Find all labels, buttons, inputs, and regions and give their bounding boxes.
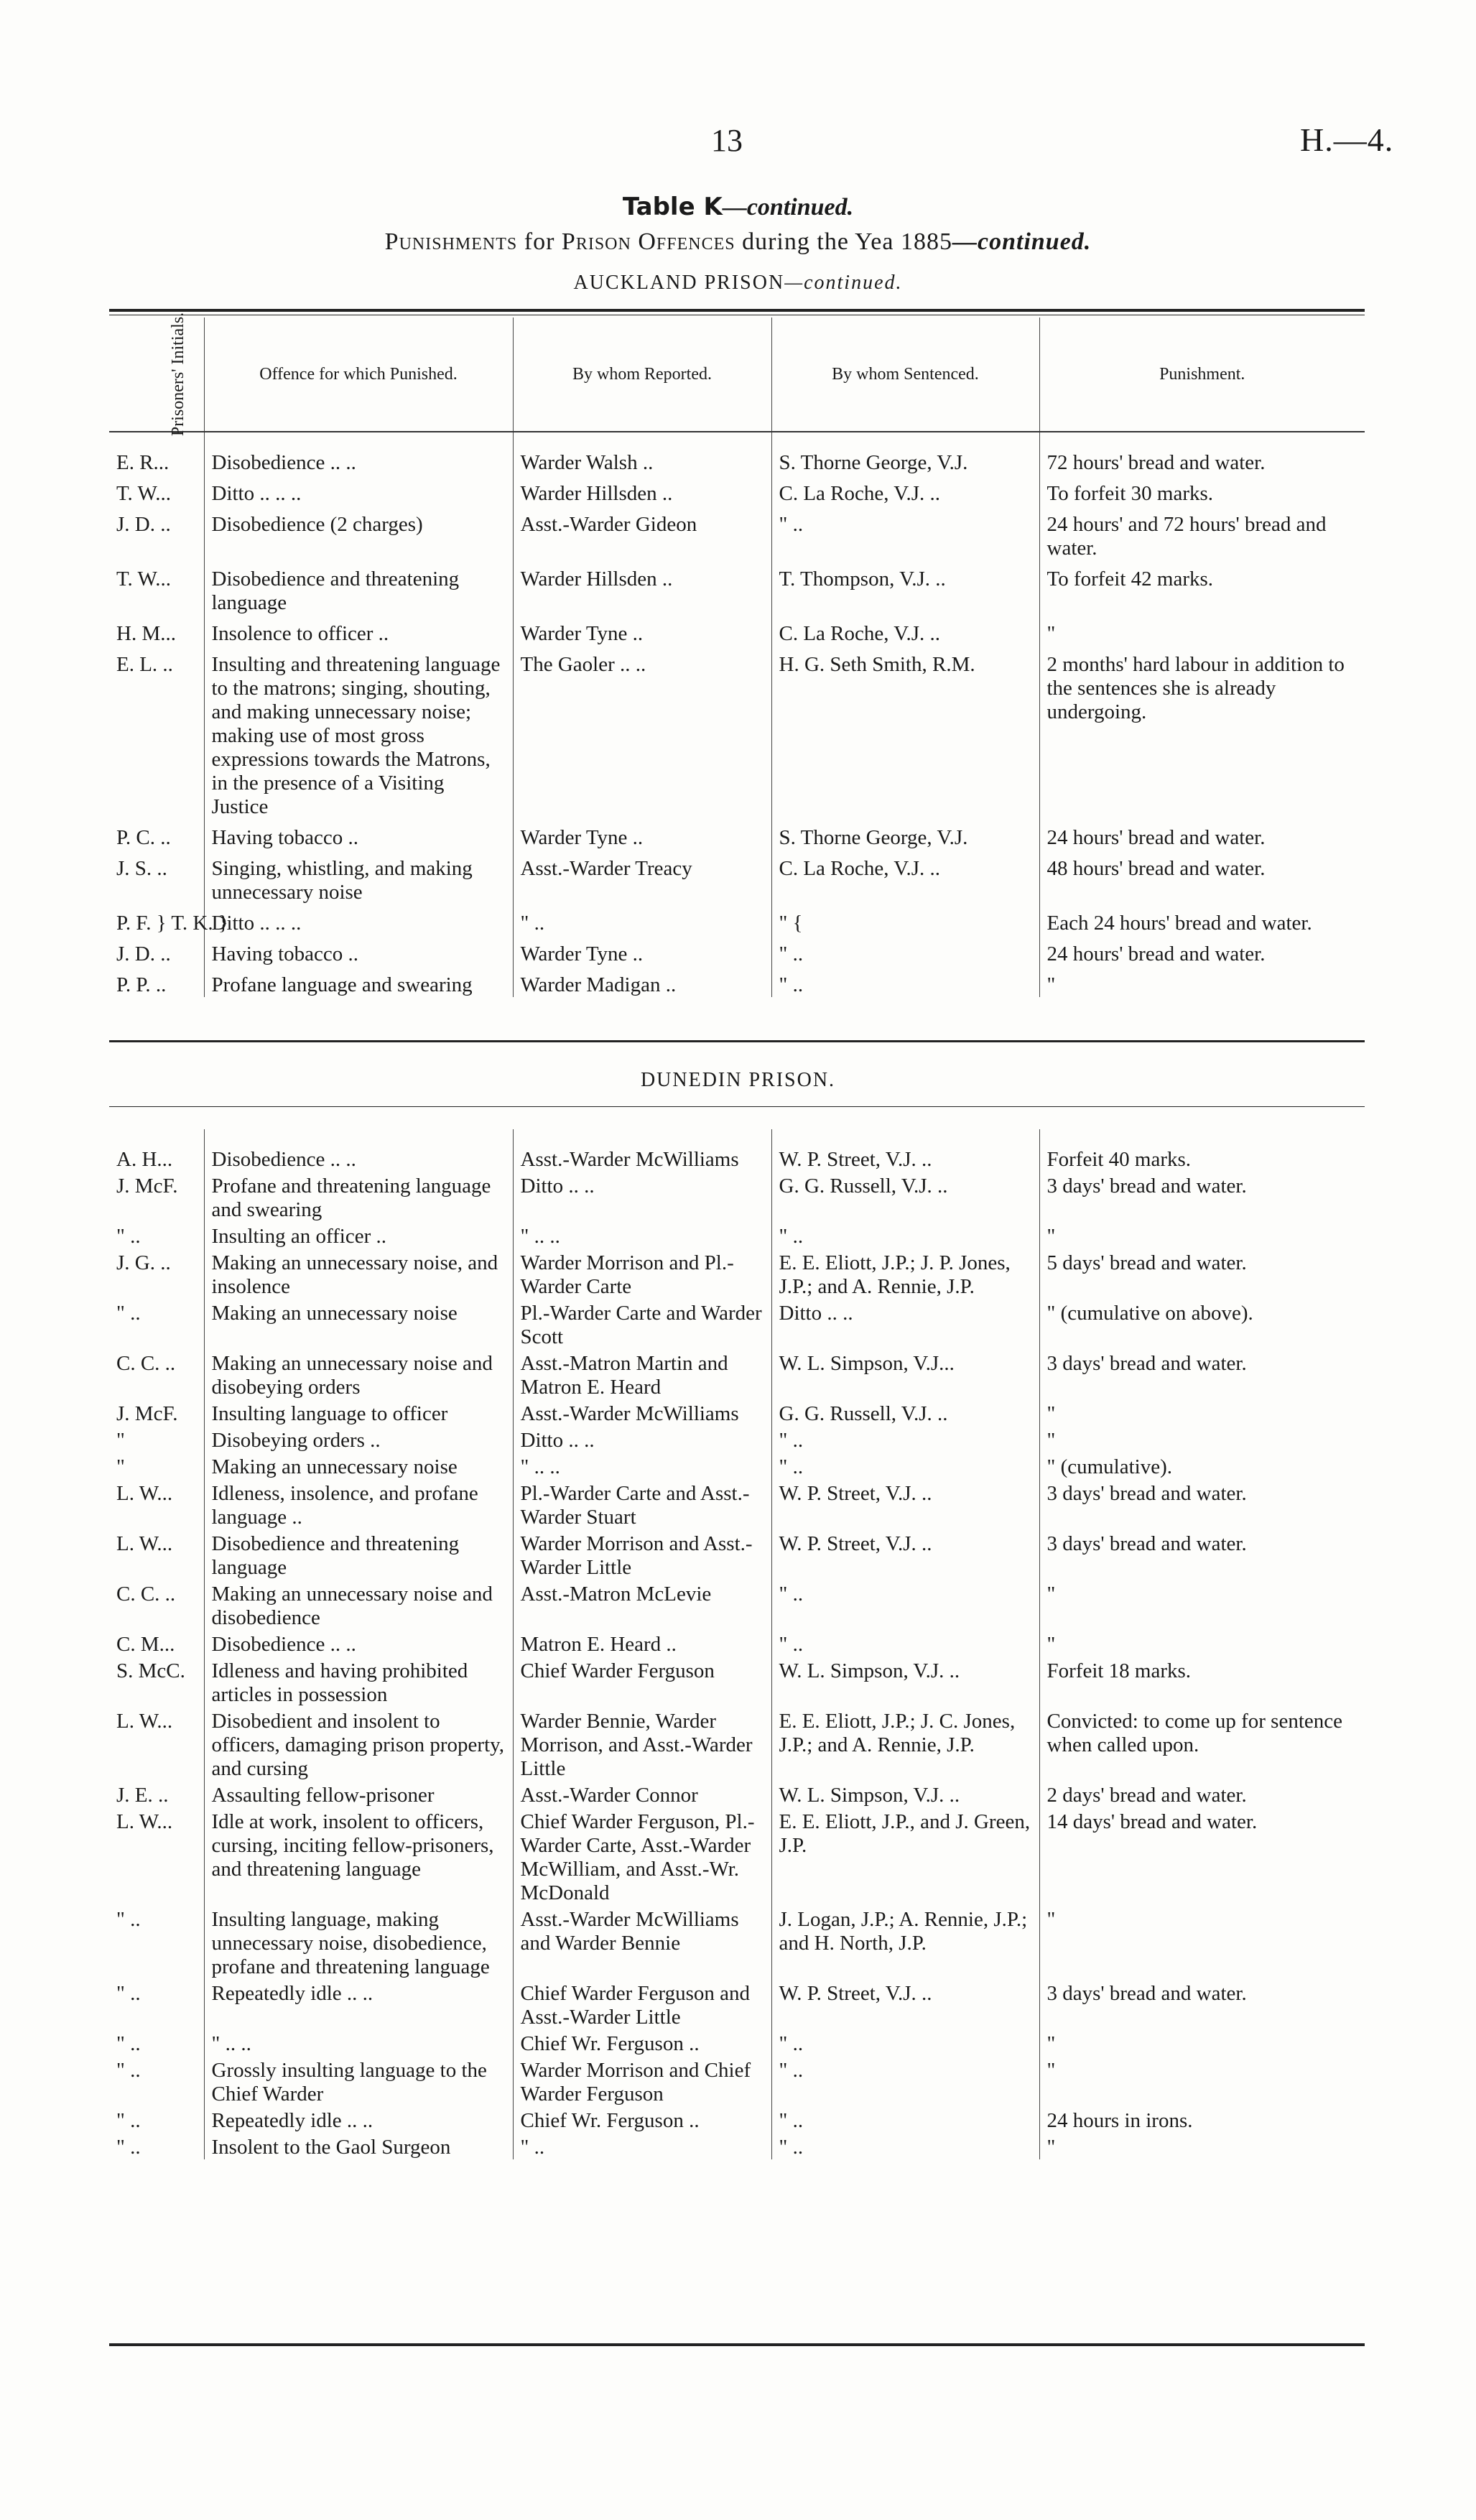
- document-series: H.—4.: [1300, 121, 1394, 158]
- table-row: [109, 1781, 1365, 1807]
- initials-cell: H. M...: [116, 622, 176, 645]
- reported-by-cell: " ..: [513, 904, 771, 935]
- sentenced-by-cell: W. L. Simpson, V.J. ..: [771, 1781, 1039, 1807]
- auckland-table-body: [109, 432, 1365, 997]
- reported-by-cell: Chief Warder Ferguson and Asst.-Warder Little: [513, 1979, 771, 2029]
- initials-cell: T. W...: [116, 568, 171, 590]
- subtitle-suffix: —continued.: [952, 228, 1092, 255]
- table-row: [109, 1399, 1365, 1426]
- offence-cell: Repeatedly idle .. ..: [204, 1979, 513, 2029]
- punishment-cell: To forfeit 42 marks.: [1039, 560, 1365, 615]
- initials-cell: " ..: [116, 1302, 141, 1325]
- dunedin-punishment-table: [109, 1129, 1365, 2159]
- offence-cell: Idleness, insolence, and profane language ..: [204, 1479, 513, 1529]
- reported-by-cell: Ditto .. ..: [513, 1426, 771, 1453]
- table-row: [109, 2133, 1365, 2159]
- subtitle-word2: for: [517, 228, 562, 255]
- sentenced-by-cell: W. P. Street, V.J. ..: [771, 1529, 1039, 1580]
- reported-by-cell: Warder Tyne ..: [513, 615, 771, 646]
- auckland-section-title: [0, 272, 1476, 295]
- reported-by-cell: Pl.-Warder Carte and Asst.-Warder Stuart: [513, 1479, 771, 1529]
- initials-cell: " ..: [116, 2032, 141, 2055]
- offence-cell: Disobedience .. ..: [204, 432, 513, 475]
- table-row: [109, 506, 1365, 560]
- reported-by-cell: The Gaoler .. ..: [513, 646, 771, 819]
- punishment-cell: Each 24 hours' bread and water.: [1039, 904, 1365, 935]
- sentenced-by-cell: G. G. Russell, V.J. ..: [771, 1172, 1039, 1222]
- reported-by-cell: Asst.-Warder McWilliams and Warder Bennie: [513, 1905, 771, 1979]
- punishment-cell: 14 days' bread and water.: [1039, 1807, 1365, 1905]
- reported-by-cell: Warder Morrison and Chief Warder Ferguson: [513, 2056, 771, 2106]
- reported-by-cell: Warder Tyne ..: [513, 819, 771, 850]
- dunedin-table-body: [109, 1129, 1365, 2159]
- auckland-end-rule: [109, 1040, 1365, 1042]
- punishment-cell: ": [1039, 2029, 1365, 2056]
- sentenced-by-cell: " ..: [771, 966, 1039, 997]
- offence-cell: Disobedience .. ..: [204, 1630, 513, 1657]
- offence-cell: Disobedience (2 charges): [204, 506, 513, 560]
- table-title: [0, 193, 1476, 221]
- reported-by-cell: Chief Warder Ferguson, Pl.-Warder Carte, Asst.-Warder McWilliam, and Asst.-Wr. McDonald: [513, 1807, 771, 1905]
- col-header-punishment: Punishment.: [1039, 318, 1365, 432]
- sentenced-by-cell: " ..: [771, 2106, 1039, 2133]
- sentenced-by-cell: " ..: [771, 2029, 1039, 2056]
- sentenced-by-cell: E. E. Eliott, J.P.; J. P. Jones, J.P.; and A. Rennie, J.P.: [771, 1249, 1039, 1299]
- reported-by-cell: Asst.-Matron Martin and Matron E. Heard: [513, 1349, 771, 1399]
- punishment-cell: ": [1039, 1905, 1365, 1979]
- sentenced-by-cell: W. L. Simpson, V.J...: [771, 1349, 1039, 1399]
- offence-cell: Insulting language to officer: [204, 1399, 513, 1426]
- reported-by-cell: " .. ..: [513, 1453, 771, 1479]
- initials-cell: P. P. ..: [116, 973, 167, 996]
- table-row: [109, 432, 1365, 475]
- table-row: [109, 646, 1365, 819]
- table-row: [109, 1657, 1365, 1707]
- initials-cell: E. L. ..: [116, 653, 173, 676]
- punishment-cell: 24 hours' bread and water.: [1039, 935, 1365, 966]
- page-number: 13: [711, 123, 743, 158]
- dunedin-section-title: DUNEDIN PRISON.: [640, 1069, 836, 1091]
- table-row: [109, 1249, 1365, 1299]
- initials-cell: C. C. ..: [116, 1583, 176, 1606]
- offence-cell: Insulting and threatening language to the matrons; singing, shouting, and making unnecessary noise; making use of most gross expressions towards the Matrons, in the presence of a Visiting Justice: [204, 646, 513, 819]
- reported-by-cell: Warder Walsh ..: [513, 432, 771, 475]
- offence-cell: Making an unnecessary noise and disobeying orders: [204, 1349, 513, 1399]
- initials-cell: " ..: [116, 2136, 141, 2159]
- initials-cell: J. D. ..: [116, 513, 171, 536]
- punishment-cell: 2 months' hard labour in addition to the sentences she is already undergoing.: [1039, 646, 1365, 819]
- table-title-main: Table K: [622, 193, 723, 221]
- initials-cell: ": [116, 1429, 125, 1452]
- initials-cell: E. R...: [116, 451, 170, 474]
- initials-cell: J. G. ..: [116, 1251, 171, 1274]
- sentenced-by-cell: " ..: [771, 506, 1039, 560]
- col-header-reported: By whom Reported.: [513, 318, 771, 432]
- sentenced-by-cell: C. La Roche, V.J. ..: [771, 850, 1039, 904]
- reported-by-cell: Asst.-Warder Connor: [513, 1781, 771, 1807]
- initials-cell: ": [116, 1455, 125, 1478]
- initials-cell: C. C. ..: [116, 1352, 176, 1375]
- offence-cell: Repeatedly idle .. ..: [204, 2106, 513, 2133]
- punishment-cell: To forfeit 30 marks.: [1039, 475, 1365, 506]
- col-header-initials: Prisoners' Initials.: [169, 312, 188, 436]
- table-row: [109, 1630, 1365, 1657]
- initials-cell: J. D. ..: [116, 942, 171, 965]
- punishment-cell: ": [1039, 2133, 1365, 2159]
- punishment-cell: 24 hours' bread and water.: [1039, 819, 1365, 850]
- auckland-punishment-table: [109, 312, 1365, 997]
- table-row: [109, 966, 1365, 997]
- table-row: [109, 1453, 1365, 1479]
- table-row: [109, 1299, 1365, 1349]
- reported-by-cell: Chief Warder Ferguson: [513, 1657, 771, 1707]
- table-row: [109, 2056, 1365, 2106]
- sentenced-by-cell: C. La Roche, V.J. ..: [771, 475, 1039, 506]
- initials-cell: T. W...: [116, 482, 171, 505]
- table-row: [109, 904, 1365, 935]
- offence-cell: Idleness and having prohibited articles in possession: [204, 1657, 513, 1707]
- punishment-cell: ": [1039, 2056, 1365, 2106]
- offence-cell: Making an unnecessary noise: [204, 1453, 513, 1479]
- punishment-cell: 24 hours' and 72 hours' bread and water.: [1039, 506, 1365, 560]
- table-row: [109, 1905, 1365, 1979]
- punishment-cell: 2 days' bread and water.: [1039, 1781, 1365, 1807]
- offence-cell: Making an unnecessary noise and disobedience: [204, 1580, 513, 1630]
- offence-cell: Disobedience .. ..: [204, 1129, 513, 1172]
- initials-cell: J. E. ..: [116, 1784, 169, 1807]
- punishment-cell: 5 days' bread and water.: [1039, 1249, 1365, 1299]
- offence-cell: Disobedience and threatening language: [204, 560, 513, 615]
- reported-by-cell: Matron E. Heard ..: [513, 1630, 771, 1657]
- reported-by-cell: Warder Hillsden ..: [513, 475, 771, 506]
- initials-cell: P. C. ..: [116, 826, 171, 849]
- offence-cell: Disobedience and threatening language: [204, 1529, 513, 1580]
- table-row: [109, 1807, 1365, 1905]
- offence-cell: Ditto .. .. ..: [204, 475, 513, 506]
- sentenced-by-cell: H. G. Seth Smith, R.M.: [771, 646, 1039, 819]
- offence-cell: Insulting an officer ..: [204, 1222, 513, 1249]
- punishment-cell: ": [1039, 1426, 1365, 1453]
- sentenced-by-cell: W. P. Street, V.J. ..: [771, 1479, 1039, 1529]
- sentenced-by-cell: S. Thorne George, V.J.: [771, 819, 1039, 850]
- initials-cell: S. McC.: [116, 1659, 185, 1682]
- sentenced-by-cell: " ..: [771, 2133, 1039, 2159]
- dunedin-top-rule: [109, 1106, 1365, 1107]
- punishment-cell: ": [1039, 1580, 1365, 1630]
- initials-cell: J. McF.: [116, 1402, 178, 1425]
- table-row: [109, 1529, 1365, 1580]
- offence-cell: Disobedient and insolent to officers, damaging prison property, and cursing: [204, 1707, 513, 1781]
- punishment-cell: 3 days' bread and water.: [1039, 1979, 1365, 2029]
- reported-by-cell: Warder Tyne ..: [513, 935, 771, 966]
- initials-cell: L. W...: [116, 1810, 173, 1833]
- initials-cell: " ..: [116, 1982, 141, 2005]
- table-row: [109, 475, 1365, 506]
- reported-by-cell: Asst.-Warder McWilliams: [513, 1399, 771, 1426]
- initials-cell: L. W...: [116, 1532, 173, 1555]
- punishment-cell: 72 hours' bread and water.: [1039, 432, 1365, 475]
- sentenced-by-cell: W. P. Street, V.J. ..: [771, 1979, 1039, 2029]
- table-row: [109, 850, 1365, 904]
- punishment-cell: ": [1039, 1399, 1365, 1426]
- initials-cell: " ..: [116, 1225, 141, 1248]
- initials-cell: " ..: [116, 2109, 141, 2132]
- table-row: [109, 1172, 1365, 1222]
- col-header-offence: Offence for which Punished.: [204, 318, 513, 432]
- table-row: [109, 1979, 1365, 2029]
- table-row: [109, 2029, 1365, 2056]
- sentenced-by-cell: E. E. Eliott, J.P., and J. Green, J.P.: [771, 1807, 1039, 1905]
- offence-cell: Insulting language, making unnecessary noise, disobedience, profane and threatening language: [204, 1905, 513, 1979]
- sentenced-by-cell: E. E. Eliott, J.P.; J. C. Jones, J.P.; and A. Rennie, J.P.: [771, 1707, 1039, 1781]
- punishment-cell: Forfeit 40 marks.: [1039, 1129, 1365, 1172]
- sentenced-by-cell: " ..: [771, 935, 1039, 966]
- table-row: [109, 935, 1365, 966]
- offence-cell: Having tobacco ..: [204, 935, 513, 966]
- offence-cell: Ditto .. .. ..: [204, 904, 513, 935]
- punishment-cell: ": [1039, 966, 1365, 997]
- top-thick-rule: [109, 309, 1365, 312]
- table-row: [109, 1129, 1365, 1172]
- offence-cell: Idle at work, insolent to officers, cursing, inciting fellow-prisoners, and threatening language: [204, 1807, 513, 1905]
- offence-cell: Insolence to officer ..: [204, 615, 513, 646]
- offence-cell: Disobeying orders ..: [204, 1426, 513, 1453]
- initials-cell: L. W...: [116, 1482, 173, 1505]
- offence-cell: " .. ..: [204, 2029, 513, 2056]
- reported-by-cell: Warder Madigan ..: [513, 966, 771, 997]
- sentenced-by-cell: W. L. Simpson, V.J. ..: [771, 1657, 1039, 1707]
- initials-cell: C. M...: [116, 1633, 175, 1656]
- sentenced-by-cell: " {: [771, 904, 1039, 935]
- sentenced-by-cell: J. Logan, J.P.; A. Rennie, J.P.; and H. North, J.P.: [771, 1905, 1039, 1979]
- sentenced-by-cell: W. P. Street, V.J. ..: [771, 1129, 1039, 1172]
- subtitle-word3: Prison Offences: [561, 228, 735, 255]
- auckland-title-text: AUCKLAND PRISON: [573, 272, 785, 294]
- table-subtitle: [0, 228, 1476, 256]
- reported-by-cell: Asst.-Warder Treacy: [513, 850, 771, 904]
- initials-cell: J. McF.: [116, 1175, 178, 1198]
- table-row: [109, 1426, 1365, 1453]
- reported-by-cell: Asst.-Warder McWilliams: [513, 1129, 771, 1172]
- table-row: [109, 819, 1365, 850]
- punishment-cell: ": [1039, 615, 1365, 646]
- initials-cell: J. S. ..: [116, 857, 167, 880]
- reported-by-cell: Warder Morrison and Asst.-Warder Little: [513, 1529, 771, 1580]
- punishment-cell: ": [1039, 1222, 1365, 1249]
- auckland-title-suffix: —continued.: [784, 272, 903, 294]
- punishment-cell: 3 days' bread and water.: [1039, 1349, 1365, 1399]
- initials-cell: " ..: [116, 2059, 141, 2082]
- reported-by-cell: " ..: [513, 2133, 771, 2159]
- reported-by-cell: Warder Hillsden ..: [513, 560, 771, 615]
- punishment-cell: 3 days' bread and water.: [1039, 1479, 1365, 1529]
- punishment-cell: 3 days' bread and water.: [1039, 1529, 1365, 1580]
- sentenced-by-cell: T. Thompson, V.J. ..: [771, 560, 1039, 615]
- sentenced-by-cell: " ..: [771, 1630, 1039, 1657]
- reported-by-cell: Chief Wr. Ferguson ..: [513, 2106, 771, 2133]
- sentenced-by-cell: C. La Roche, V.J. ..: [771, 615, 1039, 646]
- table-row: [109, 615, 1365, 646]
- offence-cell: Grossly insulting language to the Chief Warder: [204, 2056, 513, 2106]
- sentenced-by-cell: " ..: [771, 1453, 1039, 1479]
- reported-by-cell: Pl.-Warder Carte and Warder Scott: [513, 1299, 771, 1349]
- reported-by-cell: Ditto .. ..: [513, 1172, 771, 1222]
- sentenced-by-cell: " ..: [771, 2056, 1039, 2106]
- offence-cell: Profane language and swearing: [204, 966, 513, 997]
- reported-by-cell: Warder Morrison and Pl.-Warder Carte: [513, 1249, 771, 1299]
- subtitle-word1: Punishments: [384, 228, 518, 255]
- reported-by-cell: Asst.-Matron McLevie: [513, 1580, 771, 1630]
- initials-cell: P. F. } T. K. }: [116, 912, 228, 935]
- offence-cell: Singing, whistling, and making unnecessary noise: [204, 850, 513, 904]
- sentenced-by-cell: " ..: [771, 1426, 1039, 1453]
- offence-cell: Having tobacco ..: [204, 819, 513, 850]
- offence-cell: Making an unnecessary noise: [204, 1299, 513, 1349]
- reported-by-cell: Warder Bennie, Warder Morrison, and Asst.-Warder Little: [513, 1707, 771, 1781]
- table-row: [109, 1707, 1365, 1781]
- offence-cell: Assaulting fellow-prisoner: [204, 1781, 513, 1807]
- table-row: [109, 1222, 1365, 1249]
- sentenced-by-cell: " ..: [771, 1580, 1039, 1630]
- sentenced-by-cell: G. G. Russell, V.J. ..: [771, 1399, 1039, 1426]
- punishment-cell: " (cumulative).: [1039, 1453, 1365, 1479]
- offence-cell: Profane and threatening language and swearing: [204, 1172, 513, 1222]
- bottom-thick-rule: [109, 2343, 1365, 2346]
- sentenced-by-cell: Ditto .. ..: [771, 1299, 1039, 1349]
- initials-cell: L. W...: [116, 1710, 173, 1733]
- offence-cell: Making an unnecessary noise, and insolence: [204, 1249, 513, 1299]
- punishment-cell: ": [1039, 1630, 1365, 1657]
- initials-cell: A. H...: [116, 1148, 173, 1171]
- subtitle-word4: during the Yea 1885: [735, 228, 952, 255]
- table-row: [109, 1580, 1365, 1630]
- table-row: [109, 2106, 1365, 2133]
- table-header-row: [109, 318, 1365, 432]
- punishment-cell: 3 days' bread and water.: [1039, 1172, 1365, 1222]
- reported-by-cell: Asst.-Warder Gideon: [513, 506, 771, 560]
- punishment-cell: 48 hours' bread and water.: [1039, 850, 1365, 904]
- punishment-cell: Convicted: to come up for sentence when called upon.: [1039, 1707, 1365, 1781]
- initials-cell: " ..: [116, 1908, 141, 1931]
- table-row: [109, 1479, 1365, 1529]
- table-title-suffix: —continued.: [722, 194, 854, 221]
- reported-by-cell: Chief Wr. Ferguson ..: [513, 2029, 771, 2056]
- table-row: [109, 1349, 1365, 1399]
- reported-by-cell: " .. ..: [513, 1222, 771, 1249]
- punishment-cell: " (cumulative on above).: [1039, 1299, 1365, 1349]
- punishment-cell: 24 hours in irons.: [1039, 2106, 1365, 2133]
- table-row: [109, 560, 1365, 615]
- col-header-sentenced: By whom Sentenced.: [771, 318, 1039, 432]
- sentenced-by-cell: " ..: [771, 1222, 1039, 1249]
- sentenced-by-cell: S. Thorne George, V.J.: [771, 432, 1039, 475]
- punishment-cell: Forfeit 18 marks.: [1039, 1657, 1365, 1707]
- offence-cell: Insolent to the Gaol Surgeon: [204, 2133, 513, 2159]
